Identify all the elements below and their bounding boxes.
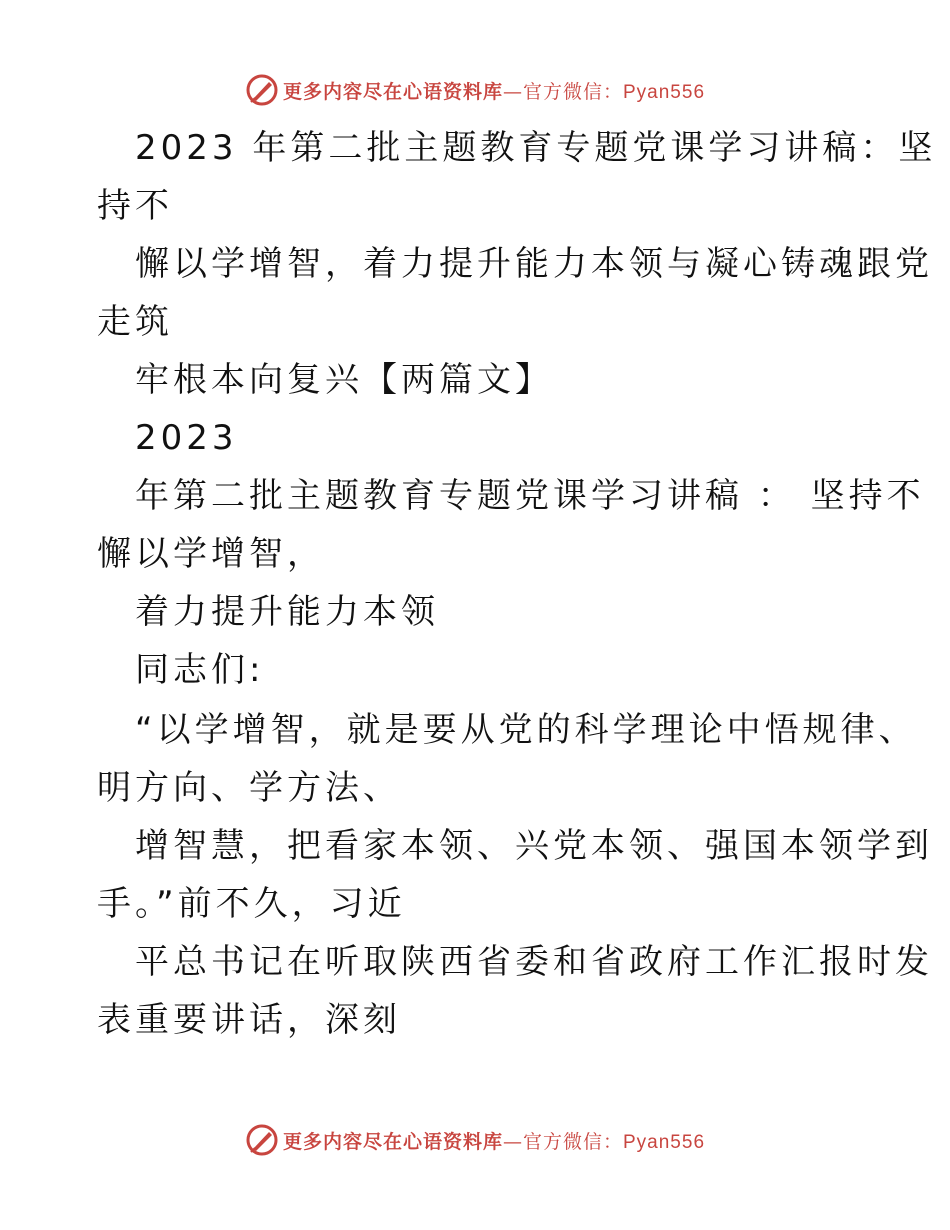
body-line: 增智慧，把看家本领、兴党本领、强国本领学到 — [135, 826, 933, 866]
quill-logo-icon — [245, 1123, 279, 1157]
body-line: 懈以学增智， — [97, 534, 325, 574]
body-line: 年第二批主题教育专题党课学习讲稿 ： 坚持不 — [135, 476, 925, 516]
body-line: 持不 — [97, 186, 173, 226]
banner-wechat-id: Pyan556 — [623, 1131, 706, 1153]
banner-brand: 更多内容尽在心语资料库 — [282, 1130, 503, 1153]
banner-wechat-id: Pyan556 — [623, 81, 706, 103]
body-line: 手。”前不久，习近 — [97, 884, 406, 924]
quill-logo-icon — [245, 73, 279, 107]
body-line: 表重要讲话，深刻 — [97, 1000, 401, 1040]
body-line: 走筑 — [97, 302, 173, 342]
banner-brand: 更多内容尽在心语资料库 — [282, 80, 503, 103]
body-line: 明方向、学方法、 — [97, 768, 401, 808]
banner-wechat-label: 官方微信： — [522, 80, 623, 103]
body-line: “以学增智，就是要从党的科学理论中悟规律、 — [135, 710, 917, 750]
banner-wechat-label: 官方微信： — [522, 1130, 623, 1153]
header-watermark — [0, 68, 950, 112]
body-line: 牢根本向复兴【两篇文】 — [135, 360, 553, 400]
body-line: 同志们: — [135, 650, 265, 690]
body-line: 2023 — [135, 418, 238, 458]
banner-dash: — — [502, 1130, 523, 1153]
body-line: 2023 年第二批主题教育专题党课学习讲稿：坚 — [135, 128, 937, 168]
banner-dash: — — [502, 80, 523, 103]
body-line: 懈以学增智，着力提升能力本领与凝心铸魂跟党 — [135, 244, 933, 284]
body-line: 平总书记在听取陕西省委和省政府工作汇报时发 — [135, 942, 933, 982]
footer-watermark — [0, 1118, 950, 1162]
body-line: 着力提升能力本领 — [135, 592, 439, 632]
